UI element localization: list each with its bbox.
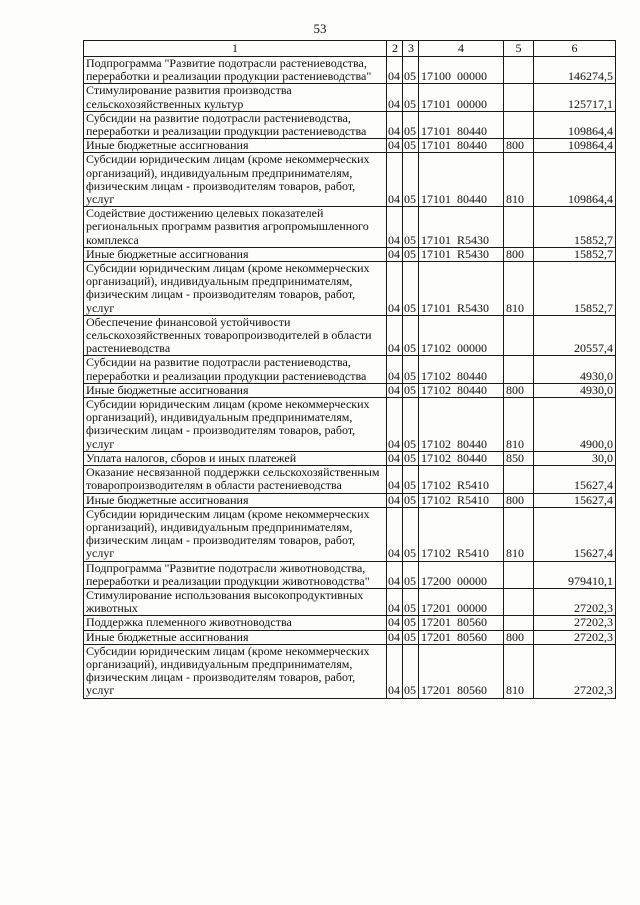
table-row — [84, 398, 616, 452]
table-row — [84, 561, 616, 588]
table-row — [84, 262, 616, 316]
row-target-article: 17101 80440 — [419, 139, 504, 153]
table-row — [84, 616, 616, 630]
table-row — [84, 451, 616, 465]
row-subsection: 05 — [403, 588, 419, 615]
row-amount: 109864,4 — [534, 153, 616, 207]
table-row — [84, 139, 616, 153]
row-target-article: 17102 R5410 — [419, 466, 504, 493]
table-header-row — [84, 41, 616, 57]
row-subsection: 05 — [403, 644, 419, 698]
row-expense-type: 800 — [504, 493, 534, 507]
row-expense-type: 800 — [504, 630, 534, 644]
row-expense-type: 810 — [504, 262, 534, 316]
row-section: 04 — [387, 207, 403, 248]
row-section: 04 — [387, 644, 403, 698]
row-target-article: 17102 R5410 — [419, 493, 504, 507]
row-subsection: 05 — [403, 451, 419, 465]
table-row — [84, 315, 616, 356]
row-name: Субсидии юридическим лицам (кроме некоммерческих организаций), индивидуальным предпринимателям, физическим лицам - производителям товаров, работ, услуг — [84, 262, 387, 316]
row-section: 04 — [387, 57, 403, 84]
table-row — [84, 247, 616, 261]
row-amount: 146274,5 — [534, 57, 616, 84]
row-name: Иные бюджетные ассигнования — [84, 383, 387, 397]
row-expense-type: 800 — [504, 383, 534, 397]
row-expense-type — [504, 315, 534, 356]
row-target-article: 17200 00000 — [419, 561, 504, 588]
page-number: 53 — [313, 21, 327, 36]
row-subsection: 05 — [403, 247, 419, 261]
row-subsection: 05 — [403, 507, 419, 561]
row-amount: 15627,4 — [534, 493, 616, 507]
row-target-article: 17201 80560 — [419, 630, 504, 644]
row-amount: 27202,3 — [534, 630, 616, 644]
row-subsection: 05 — [403, 630, 419, 644]
row-target-article: 17102 R5410 — [419, 507, 504, 561]
row-subsection: 05 — [403, 111, 419, 138]
table-row — [84, 153, 616, 207]
row-section: 04 — [387, 398, 403, 452]
row-amount: 109864,4 — [534, 139, 616, 153]
row-expense-type: 810 — [504, 398, 534, 452]
row-name: Оказание несвязанной поддержки сельскохозяйственным товаропроизводителям в области растениеводства — [84, 466, 387, 493]
row-name: Субсидии юридическим лицам (кроме некоммерческих организаций), индивидуальным предпринимателям, физическим лицам - производителям товаров, работ, услуг — [84, 507, 387, 561]
row-target-article: 17201 80560 — [419, 616, 504, 630]
row-subsection: 05 — [403, 139, 419, 153]
row-name: Уплата налогов, сборов и иных платежей — [84, 451, 387, 465]
column-header-name: 1 — [84, 41, 387, 57]
table-row — [84, 493, 616, 507]
row-amount: 15852,7 — [534, 207, 616, 248]
row-section: 04 — [387, 383, 403, 397]
row-expense-type — [504, 57, 534, 84]
row-expense-type: 800 — [504, 139, 534, 153]
table-row — [84, 207, 616, 248]
row-target-article: 17201 80560 — [419, 644, 504, 698]
row-section: 04 — [387, 507, 403, 561]
row-amount: 979410,1 — [534, 561, 616, 588]
column-header-expense-type: 5 — [504, 41, 534, 57]
row-section: 04 — [387, 262, 403, 316]
row-subsection: 05 — [403, 356, 419, 383]
row-name: Подпрограмма "Развитие подотрасли растениеводства, переработки и реализации продукции растениеводства" — [84, 57, 387, 84]
row-subsection: 05 — [403, 493, 419, 507]
row-section: 04 — [387, 451, 403, 465]
row-target-article: 17102 00000 — [419, 315, 504, 356]
column-header-target-article: 4 — [419, 41, 504, 57]
row-target-article: 17102 80440 — [419, 356, 504, 383]
row-name: Субсидии юридическим лицам (кроме некоммерческих организаций), индивидуальным предпринимателям, физическим лицам - производителям товаров, работ, услуг — [84, 398, 387, 452]
row-name: Стимулирование развития производства сельскохозяйственных культур — [84, 84, 387, 111]
row-section: 04 — [387, 466, 403, 493]
row-section: 04 — [387, 247, 403, 261]
column-header-amount: 6 — [534, 41, 616, 57]
row-subsection: 05 — [403, 561, 419, 588]
table-row — [84, 84, 616, 111]
row-amount: 30,0 — [534, 451, 616, 465]
row-amount: 27202,3 — [534, 644, 616, 698]
row-expense-type — [504, 111, 534, 138]
table-body — [84, 57, 616, 699]
row-name: Субсидии на развитие подотрасли растениеводства, переработки и реализации продукции растениеводства — [84, 111, 387, 138]
row-target-article: 17101 R5430 — [419, 207, 504, 248]
row-name: Иные бюджетные ассигнования — [84, 493, 387, 507]
table-row — [84, 644, 616, 698]
row-expense-type — [504, 616, 534, 630]
row-amount: 15852,7 — [534, 247, 616, 261]
row-expense-type — [504, 84, 534, 111]
row-section: 04 — [387, 84, 403, 111]
row-section: 04 — [387, 588, 403, 615]
column-header-section: 2 — [387, 41, 403, 57]
row-subsection: 05 — [403, 398, 419, 452]
row-expense-type — [504, 466, 534, 493]
row-amount: 15627,4 — [534, 466, 616, 493]
row-expense-type: 810 — [504, 507, 534, 561]
row-amount: 20557,4 — [534, 315, 616, 356]
row-amount: 4930,0 — [534, 383, 616, 397]
row-amount: 125717,1 — [534, 84, 616, 111]
row-amount: 27202,3 — [534, 616, 616, 630]
row-subsection: 05 — [403, 383, 419, 397]
row-name: Содействие достижению целевых показателей региональных программ развития агропромышленного комплекса — [84, 207, 387, 248]
row-expense-type: 850 — [504, 451, 534, 465]
table-row — [84, 630, 616, 644]
table-row — [84, 507, 616, 561]
row-name: Обеспечение финансовой устойчивости сельскохозяйственных товаропроизводителей в области растениеводства — [84, 315, 387, 356]
table-row — [84, 57, 616, 84]
row-name: Субсидии на развитие подотрасли растениеводства, переработки и реализации продукции растениеводства — [84, 356, 387, 383]
row-subsection: 05 — [403, 207, 419, 248]
row-amount: 15852,7 — [534, 262, 616, 316]
row-target-article: 17101 80440 — [419, 111, 504, 138]
row-name: Иные бюджетные ассигнования — [84, 247, 387, 261]
row-amount: 109864,4 — [534, 111, 616, 138]
row-name: Иные бюджетные ассигнования — [84, 630, 387, 644]
row-subsection: 05 — [403, 616, 419, 630]
row-target-article: 17102 80440 — [419, 451, 504, 465]
row-expense-type — [504, 356, 534, 383]
column-header-subsection: 3 — [403, 41, 419, 57]
row-name: Субсидии юридическим лицам (кроме некоммерческих организаций), индивидуальным предпринимателям, физическим лицам - производителям товаров, работ, услуг — [84, 153, 387, 207]
row-amount: 4900,0 — [534, 398, 616, 452]
row-target-article: 17102 80440 — [419, 383, 504, 397]
table-row — [84, 111, 616, 138]
row-section: 04 — [387, 493, 403, 507]
row-subsection: 05 — [403, 466, 419, 493]
row-amount: 4930,0 — [534, 356, 616, 383]
row-target-article: 17102 80440 — [419, 398, 504, 452]
row-expense-type: 800 — [504, 247, 534, 261]
row-target-article: 17101 80440 — [419, 153, 504, 207]
row-section: 04 — [387, 630, 403, 644]
row-subsection: 05 — [403, 262, 419, 316]
table-row — [84, 466, 616, 493]
row-name: Субсидии юридическим лицам (кроме некоммерческих организаций), индивидуальным предпринимателям, физическим лицам - производителям товаров, работ, услуг — [84, 644, 387, 698]
row-section: 04 — [387, 315, 403, 356]
row-expense-type — [504, 588, 534, 615]
row-subsection: 05 — [403, 315, 419, 356]
row-section: 04 — [387, 616, 403, 630]
row-target-article: 17101 R5430 — [419, 247, 504, 261]
table-row — [84, 588, 616, 615]
row-target-article: 17101 R5430 — [419, 262, 504, 316]
row-amount: 15627,4 — [534, 507, 616, 561]
row-name: Иные бюджетные ассигнования — [84, 139, 387, 153]
row-expense-type — [504, 561, 534, 588]
row-target-article: 17201 00000 — [419, 588, 504, 615]
row-expense-type — [504, 207, 534, 248]
row-name: Подпрограмма "Развитие подотрасли животноводства, переработки и реализации продукции животноводства" — [84, 561, 387, 588]
row-name: Поддержка племенного животноводства — [84, 616, 387, 630]
table-row — [84, 356, 616, 383]
row-section: 04 — [387, 561, 403, 588]
row-subsection: 05 — [403, 153, 419, 207]
row-target-article: 17101 00000 — [419, 84, 504, 111]
row-section: 04 — [387, 153, 403, 207]
row-section: 04 — [387, 111, 403, 138]
budget-table — [83, 40, 616, 699]
row-section: 04 — [387, 356, 403, 383]
row-expense-type: 810 — [504, 644, 534, 698]
row-subsection: 05 — [403, 84, 419, 111]
table-row — [84, 383, 616, 397]
row-name: Стимулирование использования высокопродуктивных животных — [84, 588, 387, 615]
row-section: 04 — [387, 139, 403, 153]
row-amount: 27202,3 — [534, 588, 616, 615]
row-subsection: 05 — [403, 57, 419, 84]
row-expense-type: 810 — [504, 153, 534, 207]
row-target-article: 17100 00000 — [419, 57, 504, 84]
